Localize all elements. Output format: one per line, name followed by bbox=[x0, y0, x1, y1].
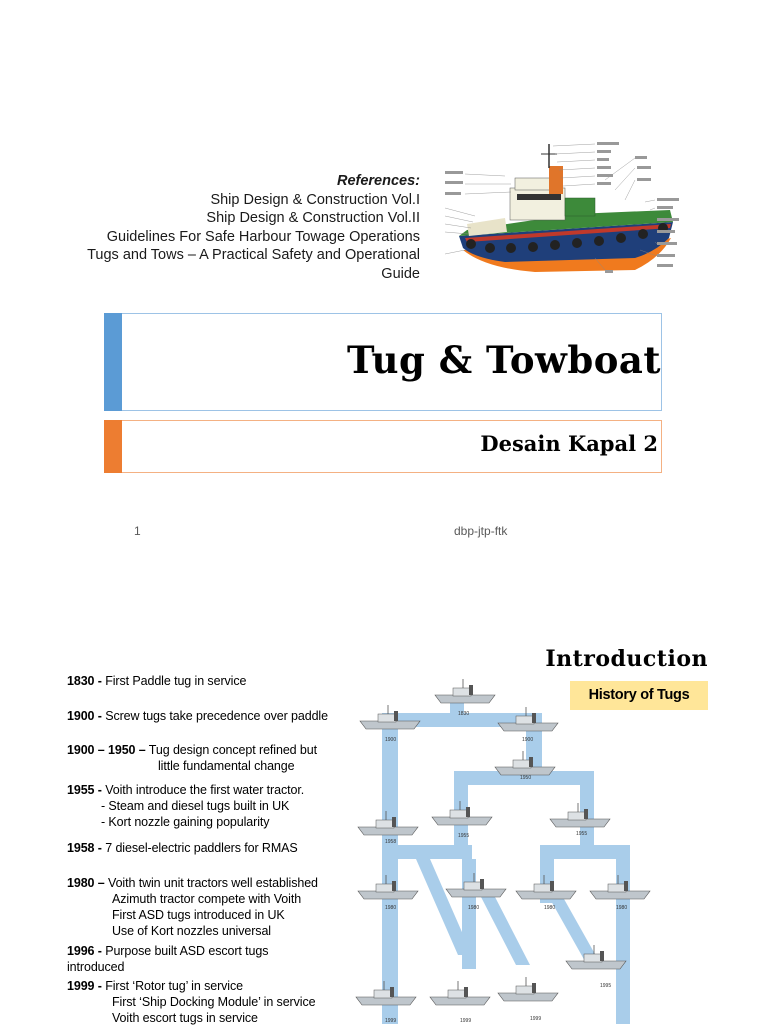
timeline-text: introduced bbox=[67, 960, 125, 974]
timeline-year: 1955 - bbox=[67, 783, 102, 797]
timeline-text: 7 diesel-electric paddlers for RMAS bbox=[105, 841, 298, 855]
timeline-text: Azimuth tractor compete with Voith bbox=[112, 892, 302, 906]
timeline-year: 1900 - bbox=[67, 709, 102, 723]
timeline-text: First ‘Rotor tug’ in service bbox=[105, 979, 243, 993]
timeline-text: - Steam and diesel tugs built in UK bbox=[101, 799, 290, 813]
timeline-text: Voith introduce the first water tractor. bbox=[105, 783, 305, 797]
title-accent-bar bbox=[104, 313, 122, 411]
diagram-year-label: 1999 bbox=[530, 1016, 542, 1022]
reference-item: Tugs and Tows – A Practical Safety and Operational bbox=[87, 247, 420, 264]
diagram-year-label: 1830 bbox=[458, 711, 470, 717]
diagram-year-label: 1955 bbox=[576, 831, 588, 837]
diagram-year-label: 1900 bbox=[385, 737, 397, 743]
timeline-entry bbox=[67, 782, 304, 830]
slide-subtitle: Desain Kapal 2 bbox=[480, 431, 658, 456]
diagram-year-label: 1980 bbox=[385, 905, 397, 911]
timeline-entry bbox=[67, 943, 268, 975]
diagram-year-label: 1958 bbox=[385, 839, 397, 845]
timeline-entry bbox=[67, 673, 246, 689]
timeline-year: 1830 - bbox=[67, 674, 102, 688]
timeline-entry bbox=[67, 708, 328, 724]
reference-item: Guidelines For Safe Harbour Towage Operations bbox=[106, 228, 420, 245]
timeline-year: 1980 – bbox=[67, 876, 105, 890]
diagram-year-label: 1999 bbox=[460, 1018, 472, 1024]
diagram-year-label: 1950 bbox=[520, 775, 532, 781]
diagram-year-label: 1980 bbox=[544, 905, 556, 911]
diagram-year-label: 1995 bbox=[600, 983, 612, 989]
reference-item: Ship Design & Construction Vol.II bbox=[206, 210, 420, 227]
timeline-text: - Kort nozzle gaining popularity bbox=[101, 815, 270, 829]
diagram-year-label: 1999 bbox=[385, 1018, 397, 1024]
subtitle-accent-bar bbox=[104, 420, 122, 473]
timeline-entry bbox=[67, 978, 315, 1026]
timeline-text: little fundamental change bbox=[158, 759, 295, 773]
timeline-year: 1999 - bbox=[67, 979, 102, 993]
reference-item: Guide bbox=[381, 265, 420, 282]
diagram-year-label: 1900 bbox=[522, 737, 534, 743]
timeline-text: Voith twin unit tractors well established bbox=[108, 876, 318, 890]
timeline-text: First Paddle tug in service bbox=[105, 674, 247, 688]
timeline-text: Screw tugs take precedence over paddle bbox=[105, 709, 328, 723]
reference-item: Ship Design & Construction Vol.I bbox=[210, 191, 420, 208]
timeline-entry bbox=[67, 742, 317, 774]
references-title: References: bbox=[336, 173, 420, 189]
section-title: Introduction bbox=[545, 646, 708, 672]
timeline-text: Tug design concept refined but bbox=[148, 743, 317, 757]
timeline-text: Use of Kort nozzles universal bbox=[112, 924, 271, 938]
diagram-year-label: 1980 bbox=[468, 905, 480, 911]
tug-evolution-diagram bbox=[350, 665, 710, 1024]
tugboat-illustration bbox=[445, 140, 690, 285]
timeline-year: 1900 – 1950 – bbox=[67, 743, 146, 757]
history-badge: History of Tugs bbox=[570, 681, 708, 710]
timeline-year: 1958 - bbox=[67, 841, 102, 855]
slide-title: Tug & Towboat bbox=[346, 338, 661, 382]
timeline-text: First ASD tugs introduced in UK bbox=[112, 908, 285, 922]
timeline-text: Purpose built ASD escort tugs bbox=[105, 944, 269, 958]
timeline-text: Voith escort tugs in service bbox=[112, 1011, 258, 1025]
timeline-year: 1996 - bbox=[67, 944, 102, 958]
diagram-year-label: 1980 bbox=[616, 905, 628, 911]
page-number: 1 bbox=[134, 524, 141, 538]
timeline-text: First ‘Ship Docking Module’ in service bbox=[112, 995, 316, 1009]
references-block bbox=[40, 172, 420, 284]
timeline-entry bbox=[67, 875, 318, 939]
footer-text: dbp-jtp-ftk bbox=[454, 524, 508, 538]
diagram-year-label: 1955 bbox=[458, 833, 470, 839]
timeline-entry bbox=[67, 840, 298, 856]
